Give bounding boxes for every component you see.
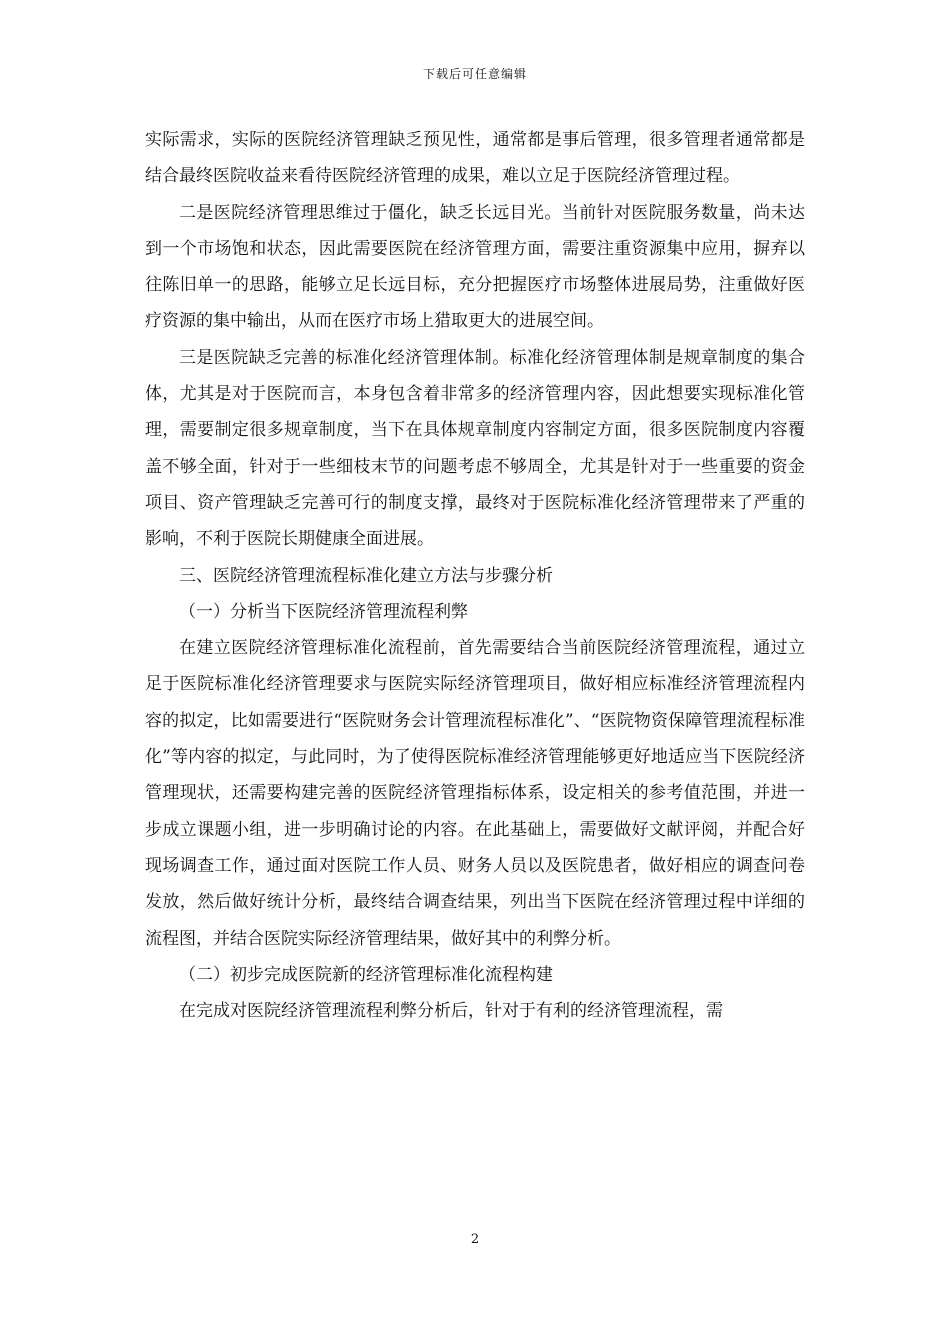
paragraph-continuation: 实际需求，实际的医院经济管理缺乏预见性，通常都是事后管理，很多管理者通常都是结合最终医院收益来看待医院经济管理的成果，难以立足于医院经济管理过程。 [145, 130, 805, 187]
paragraph-standard-system: 三是医院缺乏完善的标准化经济管理体制。标准化经济管理体制是规章制度的集合体，尤其是对于医院而言，本身包含着非常多的经济管理内容，因此想要实现标准化管理，需要制定很多规章制度，当下在具体规章制度内容制定方面，很多医院制度内容覆盖不够全面，针对于一些细枝末节的问题考虑不够周全，尤其是针对于一些重要的资金项目、资产管理缺乏完善可行的制度支撑，最终对于医院标准化经济管理带来了严重的影响，不利于医院长期健康全面进展。 [145, 347, 805, 550]
paragraph-analysis: 在建立医院经济管理标准化流程前，首先需要结合当前医院经济管理流程，通过立足于医院标准化经济管理要求与医院实际经济管理项目，做好相应标准经济管理流程内容的拟定，比如需要进行“医院财务会计管理流程标准化”、“医院物资保障管理流程标准化”等内容的拟定，与此同时，为了使得医院标准经济管理能够更好地适应当下医院经济管理现状，还需要构建完善的医院经济管理指标体系，设定相关的参考值范围，并进一步成立课题小组，进一步明确讨论的内容。在此基础上，需要做好文献评阅，并配合好现场调查工作，通过面对医院工作人员、财务人员以及医院患者，做好相应的调查问卷发放，然后做好统计分析，最终结合调查结果，列出当下医院在经济管理过程中详细的流程图，并结合医院实际经济管理结果，做好其中的利弊分析。 [145, 638, 805, 949]
section-heading-3: 三、医院经济管理流程标准化建立方法与步骤分析 [179, 565, 553, 586]
subsection-heading-1: （一）分析当下医院经济管理流程利弊 [179, 601, 468, 622]
paragraph-rigid-thinking: 二是医院经济管理思维过于僵化，缺乏长远目光。当前针对医院服务数量，尚未达到一个市场饱和状态，因此需要医院在经济管理方面，需要注重资源集中应用，摒弃以往陈旧单一的思路，能够立足长远目标，充分把握医疗市场整体进展局势，注重做好医疗资源的集中输出，从而在医疗市场上猎取更大的进展空间。 [145, 202, 805, 332]
document-body [145, 122, 805, 1029]
page-number: 2 [470, 1232, 480, 1247]
paragraph-construction: 在完成对医院经济管理流程利弊分析后，针对于有利的经济管理流程，需 [179, 1001, 723, 1022]
subsection-heading-2: （二）初步完成医院新的经济管理标准化流程构建 [179, 964, 553, 985]
page-header: 下载后可任意编辑 [422, 67, 527, 81]
